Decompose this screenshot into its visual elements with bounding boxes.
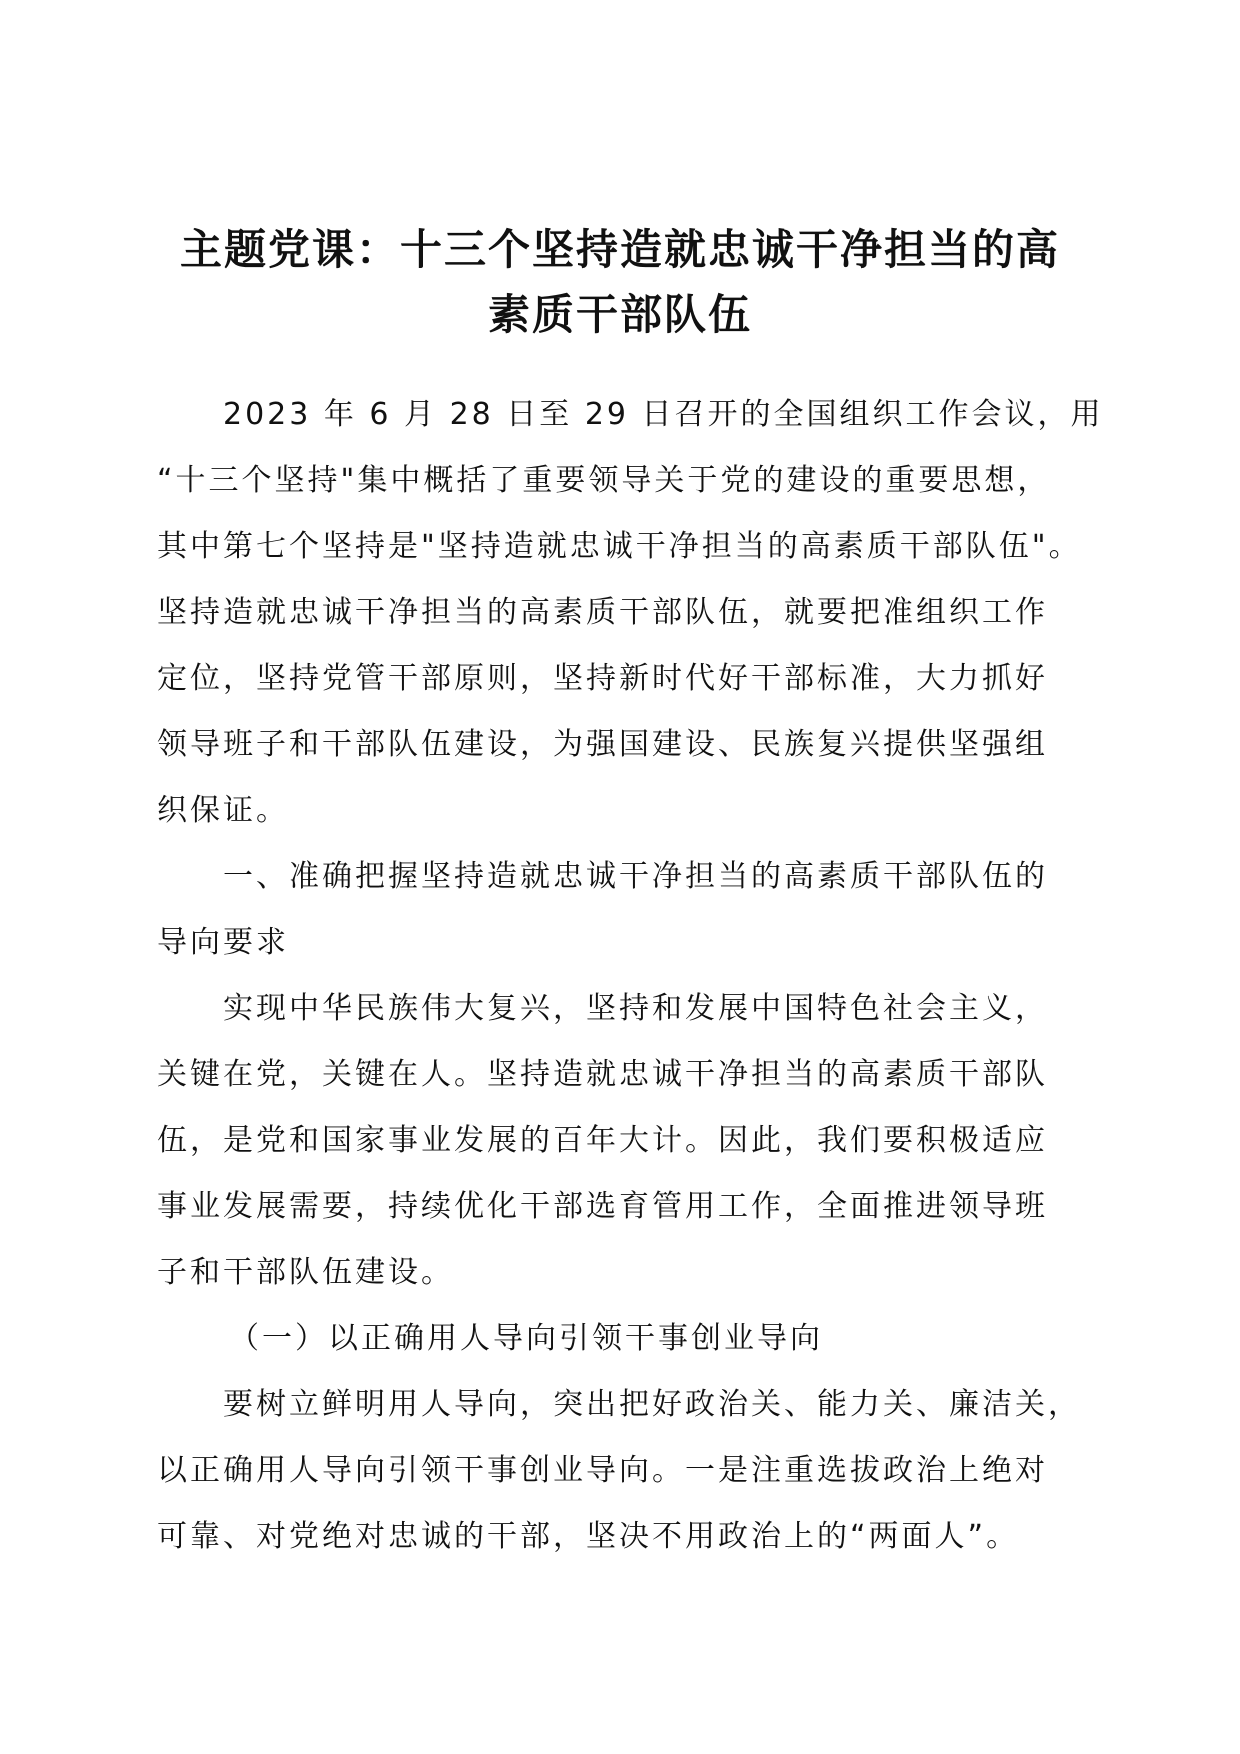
body-line: 可靠、对党绝对忠诚的干部，坚决不用政治上的“两面人”。 xyxy=(157,1519,1020,1554)
document-body xyxy=(157,382,1104,1570)
body-line: 以正确用人导向引领干事创业导向。一是注重选拔政治上绝对 xyxy=(157,1453,1048,1488)
body-line: 子和干部队伍建设。 xyxy=(157,1255,454,1290)
body-line: 伍，是党和国家事业发展的百年大计。因此，我们要积极适应 xyxy=(157,1123,1048,1158)
body-line: 其中第七个坚持是"坚持造就忠诚干净担当的高素质干部队伍"。 xyxy=(157,529,1082,564)
document-title-line-2: 素质干部队伍 xyxy=(487,290,752,339)
subsection-heading-line: （一）以正确用人导向引领干事创业导向 xyxy=(229,1321,823,1356)
section-heading-line: 一、准确把握坚持造就忠诚干净担当的高素质干部队伍的 xyxy=(223,859,1048,894)
body-line: 定位，坚持党管干部原则，坚持新时代好干部标准，大力抓好 xyxy=(157,661,1048,696)
body-line: 织保证。 xyxy=(157,793,289,828)
body-line: “十三个坚持"集中概括了重要领导关于党的建设的重要思想， xyxy=(157,463,1051,498)
body-line: 坚持造就忠诚干净担当的高素质干部队伍，就要把准组织工作 xyxy=(157,595,1048,630)
body-line: 事业发展需要，持续优化干部选育管用工作，全面推进领导班 xyxy=(157,1189,1048,1224)
section-heading-line: 导向要求 xyxy=(157,925,289,960)
document-title-line-1: 主题党课：十三个坚持造就忠诚干净担当的高 xyxy=(179,225,1060,274)
body-line: 领导班子和干部队伍建设，为强国建设、民族复兴提供坚强组 xyxy=(157,727,1048,762)
body-line: 实现中华民族伟大复兴，坚持和发展中国特色社会主义， xyxy=(223,991,1048,1026)
body-line: 2023 年 6 月 28 日至 29 日召开的全国组织工作会议，用 xyxy=(223,397,1104,432)
body-line: 要树立鲜明用人导向，突出把好政治关、能力关、廉洁关， xyxy=(223,1387,1081,1422)
body-line: 关键在党，关键在人。坚持造就忠诚干净担当的高素质干部队 xyxy=(157,1057,1048,1092)
